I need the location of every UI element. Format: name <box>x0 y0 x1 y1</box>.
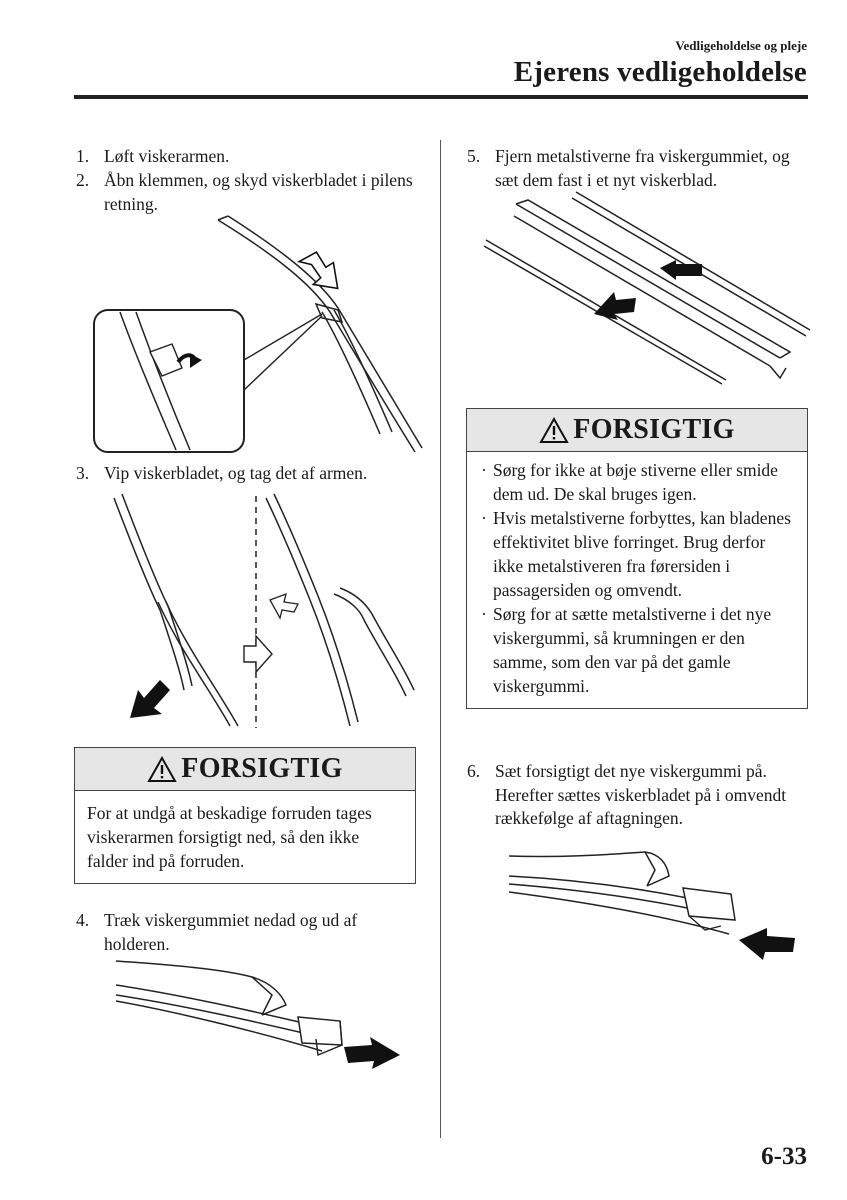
arrow-right-icon <box>344 1037 400 1069</box>
detail-callout <box>94 310 322 452</box>
illustration-remove-blade <box>110 490 420 730</box>
bullet-text: Sørg for ikke at bøje stiverne eller smide dem ud. De skal bruges igen. <box>493 460 778 504</box>
arrow-right-outline-icon <box>244 636 272 672</box>
step-number: 1. <box>76 146 90 166</box>
step-2 <box>76 169 416 216</box>
illustration-stiffeners <box>480 188 815 388</box>
step-text: Løft viskerarmen. <box>104 146 230 166</box>
caution-box-right <box>466 408 808 709</box>
illustration-insert-rubber <box>505 850 805 970</box>
arrow-swap-icon <box>270 594 298 618</box>
illustration-pull-rubber <box>112 955 412 1075</box>
caution-text: For at undgå at beskadige forruden tages viskerarmen forsigtigt ned, så den ikke falder ind på forruden. <box>87 803 372 871</box>
step-number: 3. <box>76 463 90 483</box>
step-text: Fjern metalstiverne fra viskergummiet, og sæt dem fast i et nyt viskerblad. <box>495 146 790 190</box>
step-text: Sæt forsigtigt det nye viskergummi på. Herefter sættes viskerbladet på i omvendt rækkefølge af aftagningen. <box>495 761 787 828</box>
step-text: Træk viskergummiet nedad og ud af holderen. <box>104 910 358 954</box>
section-title: Vedligeholdelse og pleje <box>675 38 807 53</box>
chapter-title: Ejerens vedligeholdelse <box>513 56 807 88</box>
illustration-open-clip <box>90 212 430 457</box>
column-divider <box>440 140 441 1138</box>
caution-bullet-item <box>481 602 793 698</box>
step-3 <box>76 462 421 486</box>
warning-triangle-icon <box>147 756 177 783</box>
bullet-icon: · <box>481 604 487 624</box>
step-text: Vip viskerbladet, og tag det af armen. <box>104 463 368 483</box>
caution-bullet-item <box>481 506 793 602</box>
step-number: 5. <box>467 146 481 166</box>
step-number: 2. <box>76 170 90 190</box>
caution-title: FORSIGTIG <box>573 414 735 445</box>
arrow-down-left-icon <box>130 680 170 718</box>
bullet-text: Sørg for at sætte metalstiverne i det nye viskergummi, så krumningen er den samme, som den var på det gamle viskergummi. <box>493 604 772 696</box>
caution-header <box>75 748 415 791</box>
step-4 <box>76 909 416 956</box>
caution-box-left <box>74 747 416 884</box>
bullet-icon: · <box>481 508 487 528</box>
step-text: Åbn klemmen, og skyd viskerbladet i pilens retning. <box>104 170 413 214</box>
step-number: 6. <box>467 761 481 781</box>
step-1 <box>76 145 416 169</box>
caution-bullets <box>467 452 807 708</box>
page-number: 6-33 <box>761 1143 807 1170</box>
caution-header <box>467 409 807 452</box>
arrow-up-left-icon <box>739 928 795 960</box>
bullet-icon: · <box>481 460 487 480</box>
warning-triangle-icon <box>539 417 569 444</box>
step-5 <box>467 145 812 192</box>
step-6 <box>467 760 812 831</box>
step-number: 4. <box>76 910 90 930</box>
caution-bullet-item <box>481 458 793 506</box>
bullet-text: Hvis metalstiverne forbyttes, kan bladenes effektivitet blive forringet. Brug derfor ikke metalstiveren fra førersiden i passagersiden og omvendt. <box>493 508 791 600</box>
caution-title: FORSIGTIG <box>181 753 343 784</box>
header-rule <box>74 95 808 99</box>
